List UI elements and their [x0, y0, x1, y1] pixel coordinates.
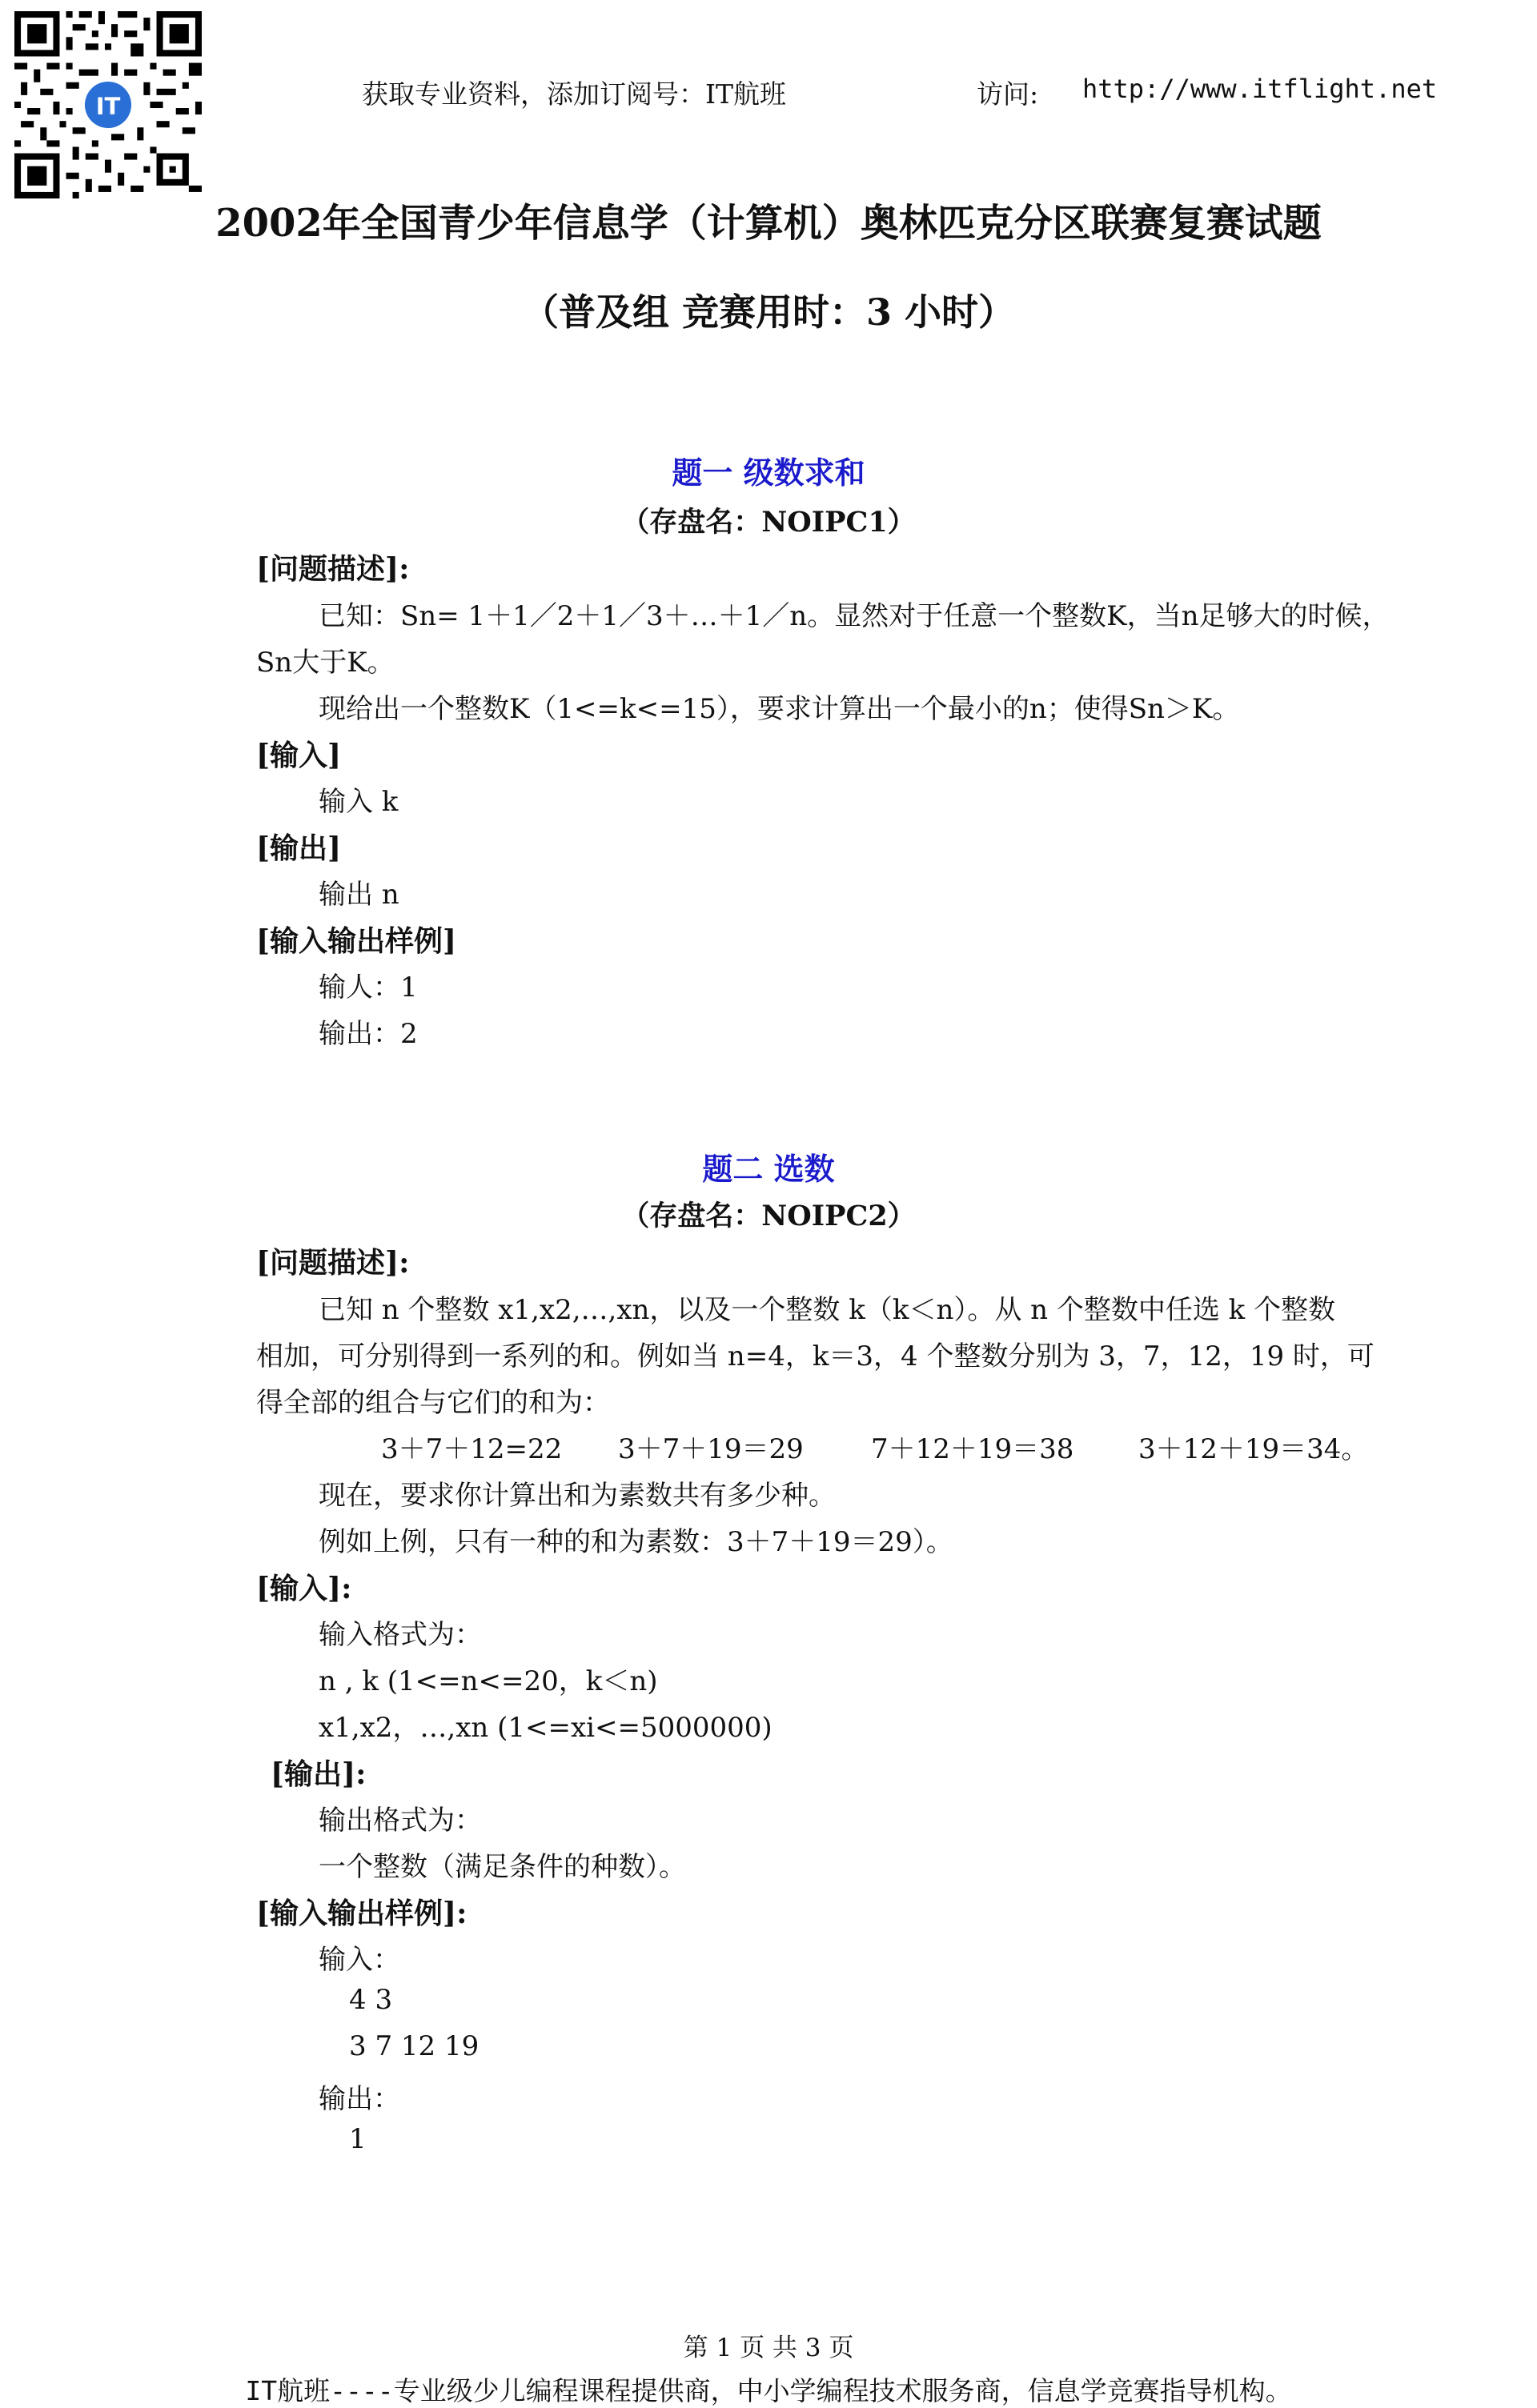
problem1-desc-line1: 已知：Sn= 1＋1／2＋1／3＋…＋1／n。显然对于任意一个整数K，当n足够大的时候，	[319, 600, 1390, 632]
page-number: 第 1 页 共 3 页	[683, 2334, 854, 2362]
problem2-combo: 3＋7＋12=22	[381, 1433, 563, 1465]
problem1-input-text: 输入 k	[319, 786, 399, 818]
problem2-combo: 3＋12＋19＝34。	[1138, 1433, 1369, 1465]
problem2-output-line: 一个整数（满足条件的种数）。	[319, 1851, 686, 1883]
footer-slogan: IT航班----专业级少儿编程课程提供商，中小学编程技术服务商，信息学竞赛指导机构。	[245, 2375, 1292, 2406]
problem2-combo: 7＋12＋19＝38	[871, 1433, 1074, 1465]
problem2-title: 题二 选数	[702, 1151, 835, 1187]
page-subtitle: （普及组 竞赛用时：3 小时）	[521, 290, 1016, 334]
header-visit-label: 访问:	[977, 78, 1039, 110]
qr-logo-text: IT	[95, 93, 121, 121]
header-subscribe-text: 获取专业资料，添加订阅号：IT航班	[362, 78, 787, 110]
problem2-sample-out-line: 1	[349, 2123, 367, 2155]
problem1-desc-line2: Sn大于K。	[256, 647, 395, 679]
problem2-input-label: [输入]:	[256, 1572, 352, 1605]
problem1-title: 题一 级数求和	[672, 455, 865, 491]
problem2-desc-line5: 例如上例，只有一种的和为素数：3＋7＋19＝29）。	[319, 1526, 953, 1558]
problem1-input-label: [输入]	[256, 739, 342, 772]
problem2-sample-in-line1: 4 3	[349, 1984, 393, 2016]
problem2-desc-line4: 现在，要求你计算出和为素数共有多少种。	[319, 1480, 836, 1512]
problem2-desc-label: [问题描述]:	[256, 1246, 410, 1280]
problem1-desc-label: [问题描述]:	[256, 552, 410, 586]
header-url-link[interactable]: http://www.itflight.net	[1082, 74, 1438, 104]
problem1-output-label: [输出]	[256, 831, 342, 865]
problem2-input-line2: x1,x2，…,xn (1<=xi<=5000000)	[319, 1712, 773, 1744]
problem2-desc-line2: 相加，可分别得到一系列的和。例如当 n=4，k＝3，4 个整数分别为 3，7，12，19 时，可	[256, 1340, 1374, 1372]
page-title: 2002年全国青少年信息学（计算机）奥林匹克分区联赛复赛试题	[215, 201, 1322, 246]
problem1-sample-label: [输入输出样例]	[256, 924, 457, 958]
problem2-sample-out-label: 输出：	[319, 2083, 400, 2115]
problem2-input-line1: n , k (1<=n<=20，k＜n)	[319, 1665, 658, 1697]
problem2-desc-line3: 得全部的组合与它们的和为：	[256, 1387, 610, 1419]
problem2-output-format: 输出格式为：	[319, 1805, 482, 1837]
problem1-sample-output: 输出：2	[319, 1018, 418, 1050]
problem2-sample-in-line2: 3 7 12 19	[349, 2030, 480, 2062]
problem2-desc-line1: 已知 n 个整数 x1,x2,…,xn，以及一个整数 k（k＜n）。从 n 个整数中任选 k 个整数	[319, 1294, 1336, 1326]
problem1-output-text: 输出 n	[319, 879, 399, 911]
problem2-sample-in-label: 输入：	[319, 1944, 400, 1976]
problem2-output-label: [输出]:	[271, 1757, 367, 1791]
problem1-sample-input: 输人：1	[319, 972, 418, 1004]
problem2-save-name: （存盘名：NOIPC2）	[621, 1200, 916, 1232]
problem2-combo: 3＋7＋19＝29	[618, 1433, 804, 1465]
problem1-desc-line3: 现给出一个整数K（1<=k<=15），要求计算出一个最小的n；使得Sn＞K。	[319, 693, 1240, 725]
qr-code	[14, 11, 202, 198]
problem1-save-name: （存盘名：NOIPC1）	[621, 506, 916, 539]
problem2-sample-label: [输入输出样例]:	[256, 1897, 468, 1930]
problem2-input-format: 输入格式为：	[319, 1619, 482, 1651]
